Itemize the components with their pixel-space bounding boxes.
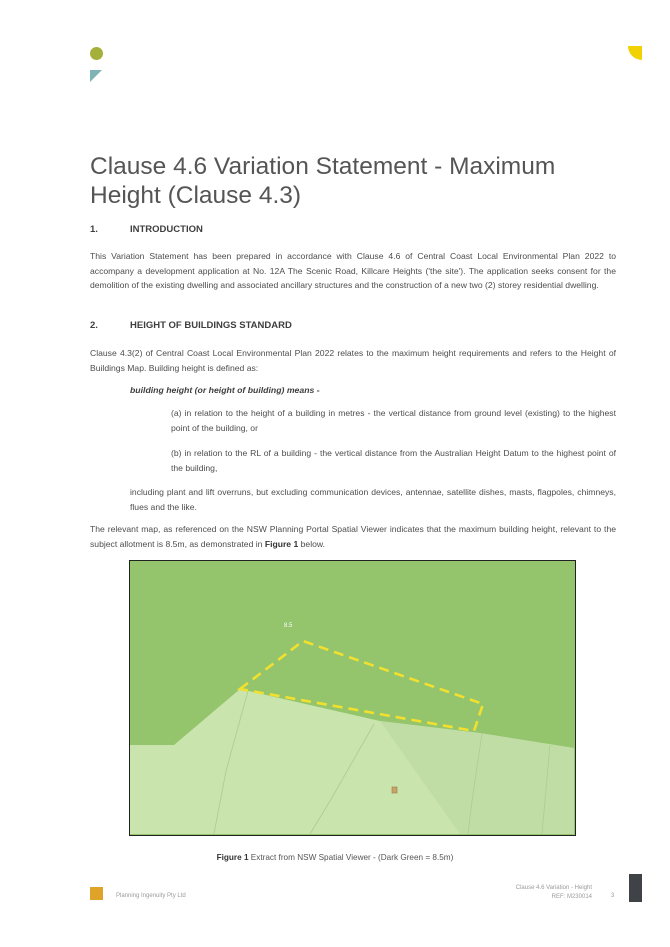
- intro-paragraph: This Variation Statement has been prepared in accordance with Clause 4.6 of Central Coast Local Environmental Plan 2022 to accompany a development application at No. 12A The Scenic Road, Killcare Heights ('the site'). The application seeks consent for the demolition of the existing dwelling and associated ancillary structures and the construction of a new two (2) storey residential dwelling.: [90, 251, 616, 290]
- page-number: 3: [611, 893, 615, 899]
- map-paragraph: [90, 522, 616, 551]
- section-number: 2.: [90, 320, 98, 331]
- figure-caption: [0, 853, 670, 862]
- corner-mark-icon: [628, 46, 642, 60]
- height-map-figure: [129, 560, 576, 836]
- page-title: Clause 4.6 Variation Statement - Maximum Height (Clause 4.3): [90, 153, 556, 209]
- definition-item-a: (a) in relation to the height of a building in metres - the vertical distance from ground level (existing) to the highest point of the building, or: [171, 408, 616, 433]
- section-title: INTRODUCTION: [130, 224, 203, 235]
- figure-caption-text: Extract from NSW Spatial Viewer - (Dark Green = 8.5m): [248, 853, 454, 862]
- footer-bar: [629, 874, 642, 902]
- figure-reference: Figure 1: [264, 538, 299, 549]
- map-paragraph-text: The relevant map, as referenced on the NSW Planning Portal Spatial Viewer indicates that the maximum building height, relevant to the subject allotment is 8.5m, as demonstrated in: [90, 524, 616, 549]
- footer-company: Planning Ingenuity Pty Ltd: [116, 893, 186, 899]
- height-paragraph: Clause 4.3(2) of Central Coast Local Environmental Plan 2022 relates to the maximum height requirements and refers to the Height of Buildings Map. Building height is defined as:: [90, 348, 616, 373]
- definition-item-b: (b) in relation to the RL of a building - the vertical distance from the Australian Height Datum to the highest point of the building,: [171, 448, 616, 473]
- section-title: HEIGHT OF BUILDINGS STANDARD: [130, 320, 292, 331]
- height-map: [130, 561, 574, 834]
- map-paragraph-tail: below.: [298, 538, 326, 549]
- footer-logo-icon: [90, 887, 103, 900]
- map-height-label: 8.5: [284, 623, 293, 629]
- logo-dot-icon: [90, 47, 103, 60]
- definition-tail: including plant and lift overruns, but excluding communication devices, antennae, satellite dishes, masts, flagpoles, chimneys, flues and the like.: [130, 487, 616, 512]
- section-heading-introduction: [90, 224, 203, 235]
- section-heading-height: [90, 320, 292, 331]
- figure-caption-label: Figure 1: [216, 853, 249, 862]
- footer-doc-title: Clause 4.6 Variation - Height: [515, 885, 592, 891]
- section-number: 1.: [90, 224, 98, 235]
- logo-triangle-icon: [90, 70, 102, 82]
- footer-doc-info: [516, 884, 592, 902]
- definition-term: building height (or height of building) means -: [130, 385, 320, 395]
- map-marker-icon: [392, 787, 397, 793]
- footer-ref: REF: M230014: [551, 894, 592, 900]
